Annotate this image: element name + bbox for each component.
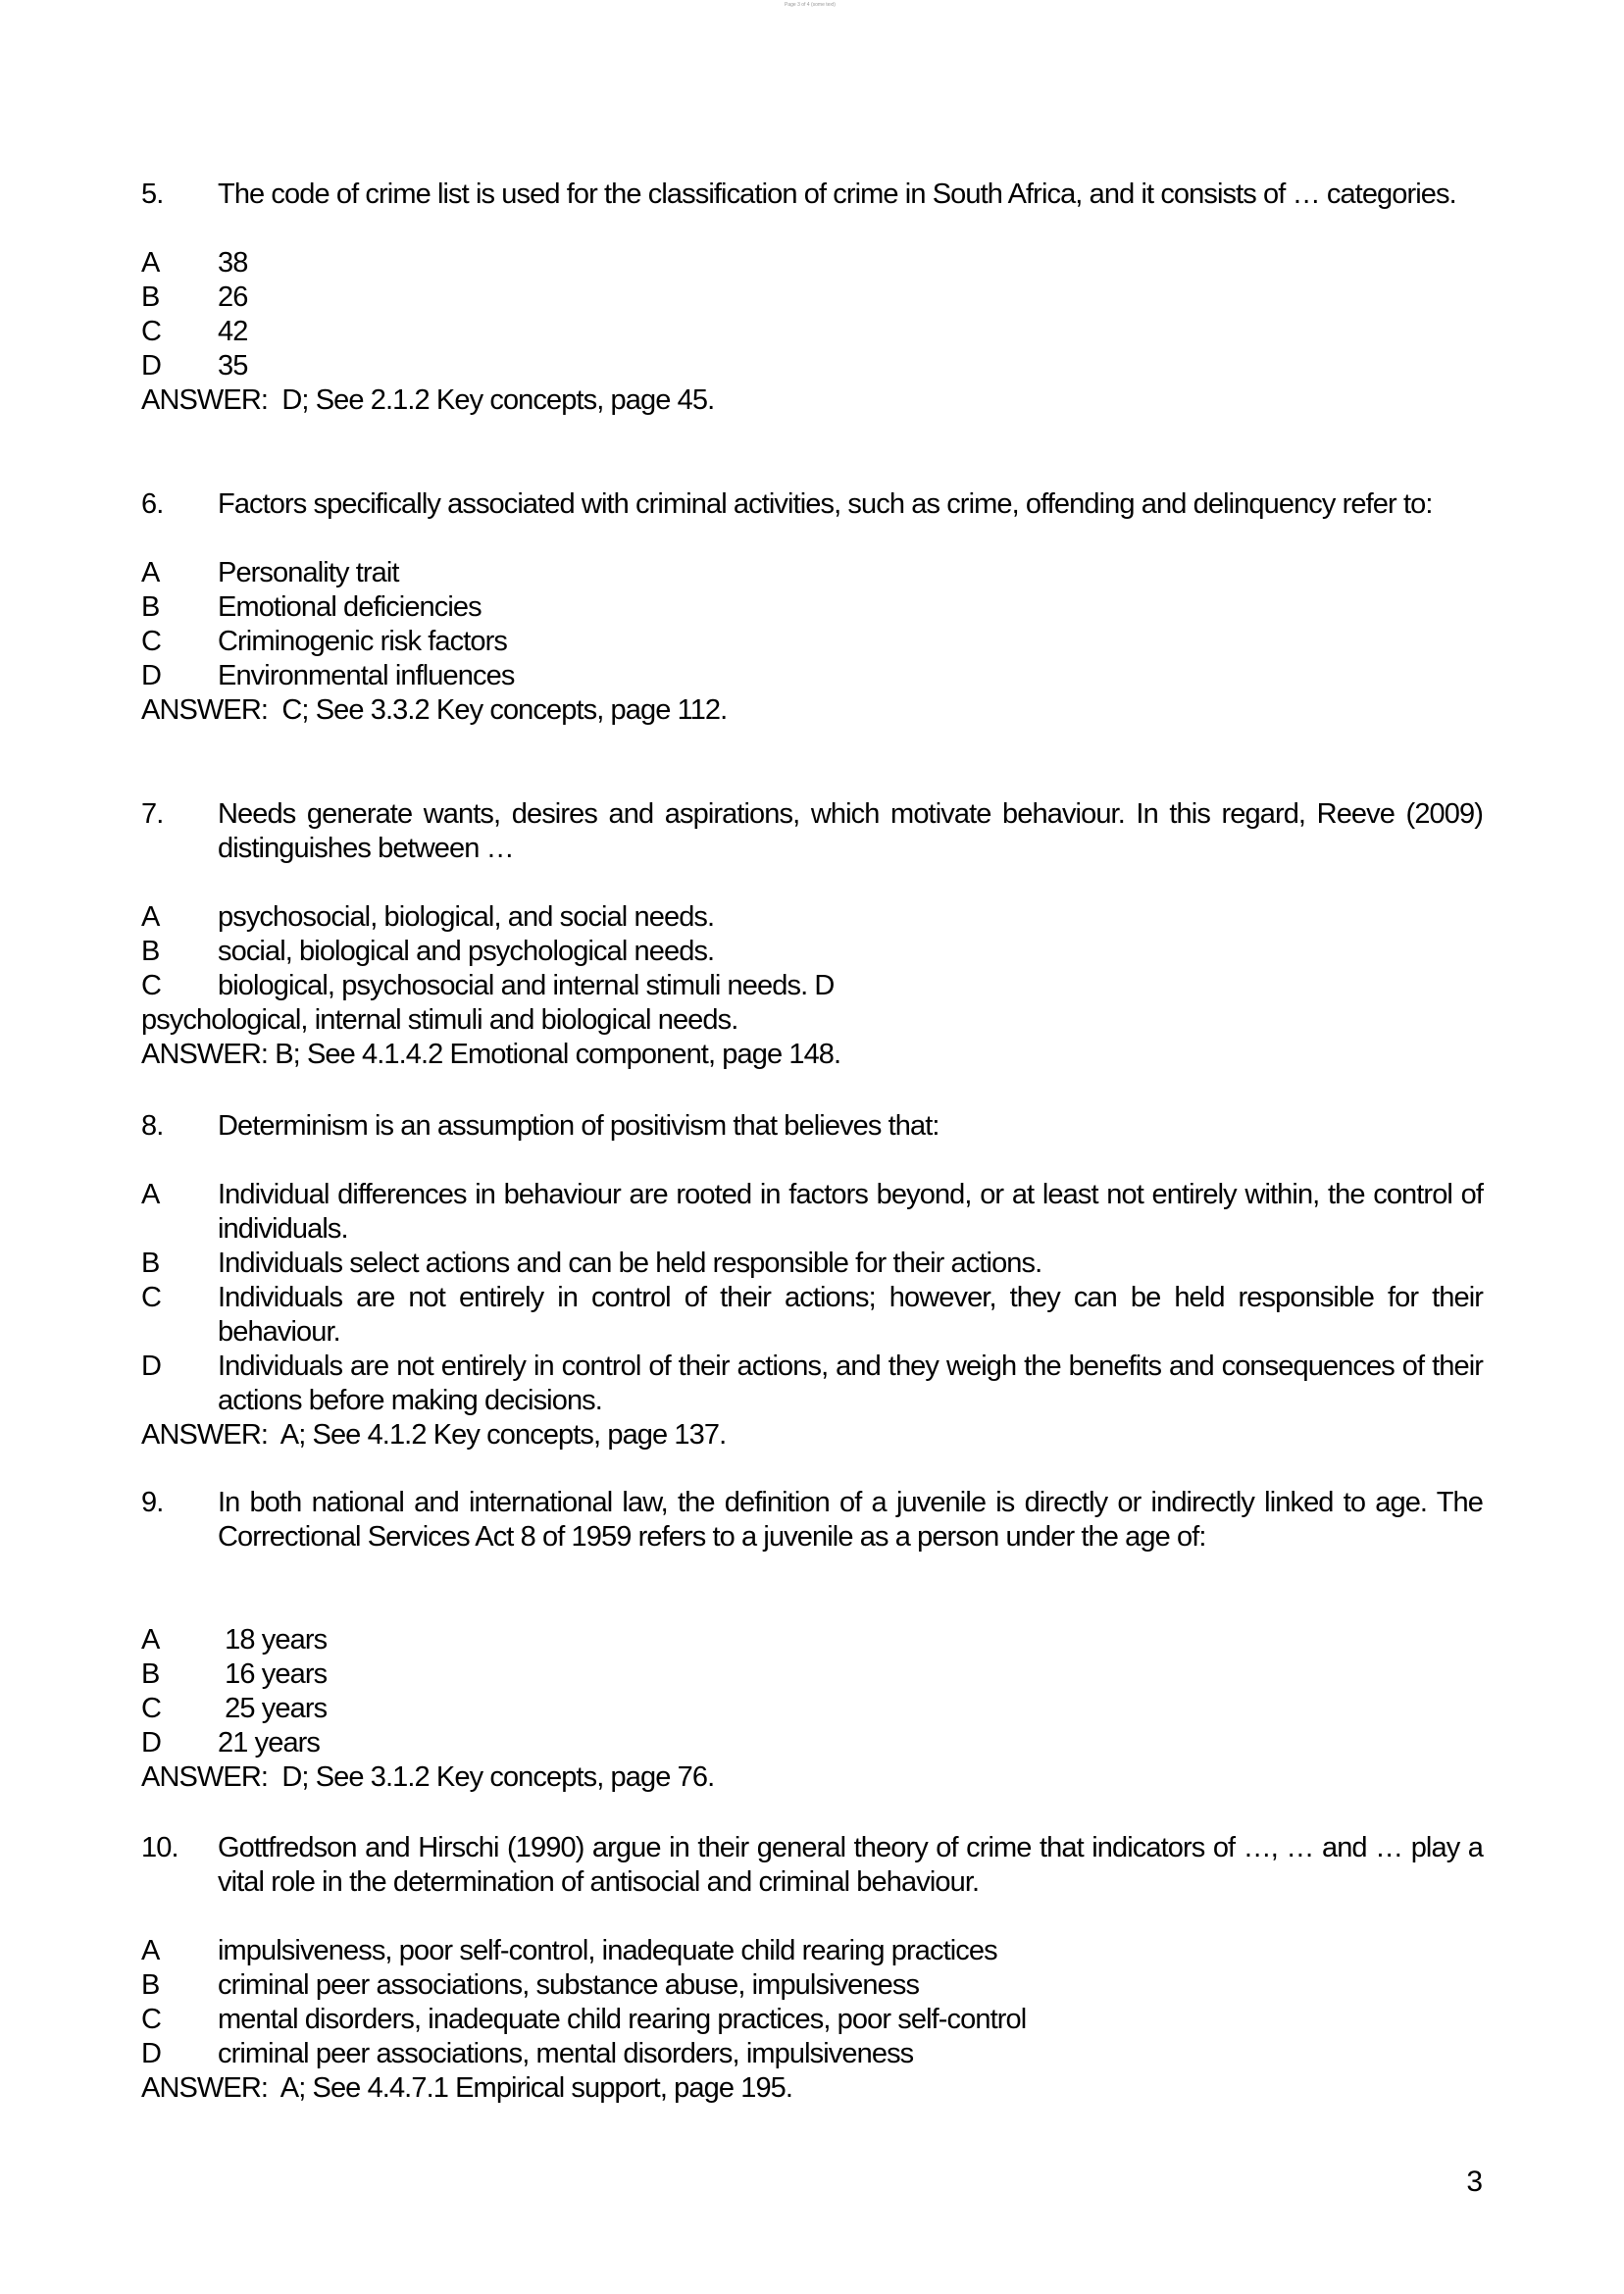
header-note: Page 3 of 4 (some text) — [785, 2, 836, 8]
answer-option — [141, 1247, 1483, 1281]
option-letter: A — [141, 1624, 160, 1656]
question-stem — [141, 1109, 1483, 1144]
option-letter: A — [141, 247, 160, 279]
option-text: 16 years — [218, 1658, 328, 1690]
option-letter: B — [141, 936, 160, 967]
question-block — [141, 1486, 1483, 1795]
answer-option — [141, 556, 1483, 590]
option-text: Individuals select actions and can be held responsible for their actions. — [218, 1248, 1042, 1279]
option-text: 38 — [218, 247, 248, 279]
question-number: 5. — [141, 178, 164, 210]
question-number: 8. — [141, 1110, 164, 1142]
option-text: Criminogenic risk factors — [218, 626, 507, 657]
option-letter: A — [141, 1935, 160, 1966]
answer-option — [141, 2003, 1483, 2037]
option-letter: D — [141, 1727, 162, 1759]
option-text: criminal peer associations, substance abuse, impulsiveness — [218, 1969, 920, 2001]
option-letter: D — [141, 350, 162, 382]
question-block — [141, 178, 1483, 418]
question-text: In both national and international law, the definition of a juvenile is directly or indirectly linked to age. The Correctional Services Act 8 of 1959 refers to a juvenile as a person under the age of: — [218, 1487, 1483, 1553]
option-text: social, biological and psychological needs. — [218, 936, 715, 967]
option-letter: D — [141, 660, 162, 691]
question-stem — [141, 487, 1483, 522]
option-letter: A — [141, 557, 160, 588]
option-letter: D — [141, 1351, 162, 1382]
question-block — [141, 1109, 1491, 1453]
answer-option — [141, 1726, 1483, 1760]
option-overflow-line: psychological, internal stimuli and biological needs. — [141, 1004, 738, 1036]
option-text: 26 — [218, 281, 248, 313]
answer-line: ANSWER: C; See 3.3.2 Key concepts, page 112. — [141, 694, 728, 726]
option-letter: C — [141, 1693, 162, 1724]
question-text: Determinism is an assumption of positivism that believes that: — [218, 1110, 939, 1142]
answer-option — [141, 1623, 1483, 1657]
answer-option — [141, 1178, 1491, 1247]
option-text: 25 years — [218, 1693, 328, 1724]
answer-option — [141, 625, 1483, 659]
question-stem — [141, 1486, 1483, 1555]
option-text: impulsiveness, poor self-control, inadequate child rearing practices — [218, 1935, 997, 1966]
option-text: 35 — [218, 350, 248, 382]
answer-option — [141, 935, 1483, 969]
answer-option — [141, 590, 1483, 625]
answer-line: ANSWER: D; See 2.1.2 Key concepts, page 45. — [141, 384, 715, 416]
answer-option — [141, 1934, 1483, 1968]
answer-option — [141, 246, 1483, 280]
option-letter: A — [141, 901, 160, 933]
option-letter: B — [141, 1969, 160, 2001]
option-letter: B — [141, 1658, 160, 1690]
question-stem — [141, 1831, 1483, 1900]
option-letter: C — [141, 626, 162, 657]
option-letter: C — [141, 970, 162, 1001]
option-letter: C — [141, 2004, 162, 2035]
option-text: Individuals are not entirely in control of their actions, and they weigh the benefits and consequences of their actions before making decisions. — [218, 1351, 1491, 1416]
option-text: Individual differences in behaviour are rooted in factors beyond, or at least not entirely within, the control of individuals. — [218, 1179, 1491, 1245]
answer-option — [141, 1657, 1483, 1692]
answer-option — [141, 969, 1483, 1003]
question-block — [141, 487, 1483, 728]
option-letter: B — [141, 591, 160, 623]
option-text: 18 years — [218, 1624, 328, 1656]
answer-line: ANSWER: A; See 4.4.7.1 Empirical support, page 195. — [141, 2072, 793, 2104]
option-text: psychosocial, biological, and social needs. — [218, 901, 715, 933]
answer-option — [141, 1281, 1491, 1350]
question-block — [141, 1831, 1483, 2106]
question-number: 6. — [141, 488, 164, 520]
option-letter: A — [141, 1179, 160, 1210]
answer-option — [141, 1692, 1483, 1726]
option-letter: D — [141, 2038, 162, 2069]
option-text: mental disorders, inadequate child rearing practices, poor self-control — [218, 2004, 1027, 2035]
page-number: 3 — [1466, 2166, 1483, 2198]
option-text: 42 — [218, 316, 248, 347]
answer-option — [141, 349, 1483, 383]
option-text: Individuals are not entirely in control of their actions; however, they can be held responsible for their behaviour. — [218, 1282, 1491, 1348]
option-text: Environmental influences — [218, 660, 515, 691]
answer-option — [141, 1350, 1491, 1418]
question-number: 7. — [141, 798, 164, 830]
answer-line: ANSWER: B; See 4.1.4.2 Emotional component, page 148. — [141, 1039, 841, 1070]
answer-option — [141, 280, 1483, 315]
answer-option — [141, 2037, 1483, 2071]
answer-option — [141, 659, 1483, 693]
option-text: Personality trait — [218, 557, 399, 588]
option-letter: B — [141, 1248, 160, 1279]
question-number: 9. — [141, 1487, 164, 1518]
answer-option — [141, 1968, 1483, 2003]
option-letter: C — [141, 1282, 162, 1313]
question-stem — [141, 178, 1483, 212]
option-text: Emotional deficiencies — [218, 591, 482, 623]
answer-line: ANSWER: A; See 4.1.2 Key concepts, page 137. — [141, 1419, 727, 1451]
question-text: Factors specifically associated with criminal activities, such as crime, offending and delinquency refer to: — [218, 488, 1433, 520]
option-letter: C — [141, 316, 162, 347]
question-block — [141, 797, 1483, 1072]
question-number: 10. — [141, 1832, 178, 1863]
question-text: The code of crime list is used for the classification of crime in South Africa, and it consists of … categories. — [218, 178, 1456, 210]
option-letter: B — [141, 281, 160, 313]
option-text: criminal peer associations, mental disorders, impulsiveness — [218, 2038, 914, 2069]
answer-option — [141, 315, 1483, 349]
answer-option — [141, 900, 1483, 935]
question-text: Gottfredson and Hirschi (1990) argue in their general theory of crime that indicators of …, … and … play a vital role in the determination of antisocial and criminal behaviour. — [218, 1832, 1483, 1898]
question-stem — [141, 797, 1483, 866]
option-text: 21 years — [218, 1727, 321, 1759]
option-text: biological, psychosocial and internal stimuli needs. D — [218, 970, 835, 1001]
question-text: Needs generate wants, desires and aspirations, which motivate behaviour. In this regard, Reeve (2009) distinguishes between … — [218, 798, 1483, 864]
answer-line: ANSWER: D; See 3.1.2 Key concepts, page 76. — [141, 1761, 715, 1793]
